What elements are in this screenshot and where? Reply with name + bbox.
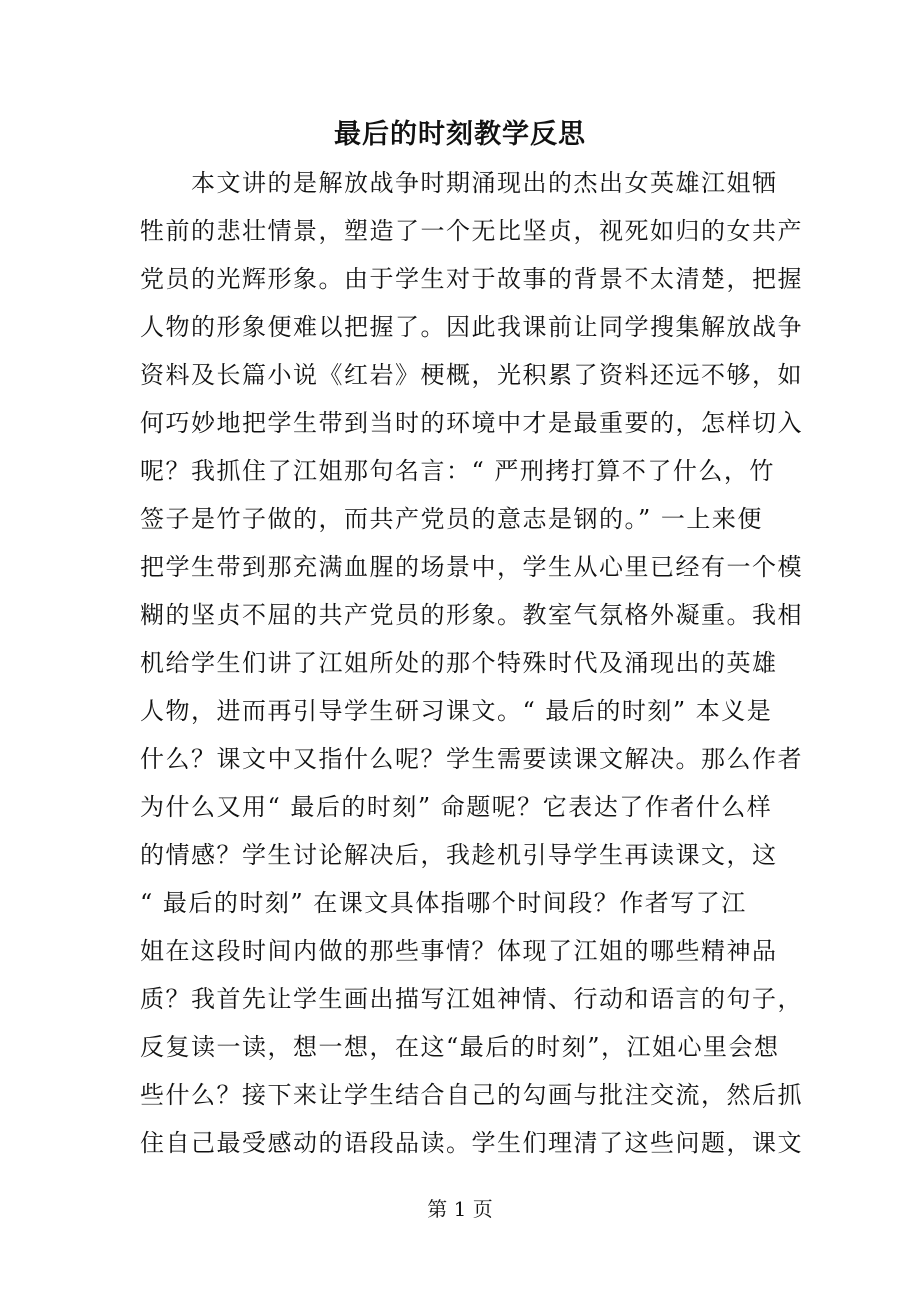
body-line: 姐在这段时间内做的那些事情？体现了江姐的哪些精神品 [140,937,778,965]
body-line: 机给学生们讲了江姐所处的那个特殊时代及涌现出的英雄 [140,649,778,677]
body-line: 的情感？学生讨论解决后，我趁机引导学生再读课文，这 [140,841,778,869]
body-line: 人物，进而再引导学生研习课文。“ 最后的时刻” 本义是 [140,697,773,725]
body-line: 呢？我抓住了江姐那句名言：“ 严刑拷打算不了什么，竹 [140,457,775,485]
body-line: 质？我首先让学生画出描写江姐神情、行动和语言的句子， [140,985,803,1013]
body-line: 本文讲的是解放战争时期涌现出的杰出女英雄江姐牺 [140,169,778,197]
body-line: 什么？课文中又指什么呢？学生需要读课文解决。那么作者 [140,745,803,773]
body-line: 何巧妙地把学生带到当时的环境中才是最重要的，怎样切入 [140,409,803,437]
body-line: 人物的形象便难以把握了。因此我课前让同学搜集解放战争 [140,313,803,341]
body-line: 把学生带到那充满血腥的场景中，学生从心里已经有一个模 [140,553,803,581]
body-line: 签子是竹子做的，而共产党员的意志是钢的。” 一上来便 [140,505,763,533]
body-line: 些什么？接下来让学生结合自己的勾画与批注交流，然后抓 [140,1081,803,1109]
body-line: 住自己最受感动的语段品读。学生们理清了这些问题，课文 [140,1129,803,1157]
body-line: 糊的坚贞不屈的共产党员的形象。教室气氛格外凝重。我相 [140,601,803,629]
body-line: 为什么又用“ 最后的时刻” 命题呢？它表达了作者什么样 [140,793,773,821]
body-line: 资料及长篇小说《红岩》梗概，光积累了资料还远不够，如 [140,361,803,389]
body-line: “ 最后的时刻” 在课文具体指哪个时间段？作者写了江 [140,889,747,917]
document-title: 最后的时刻教学反思 [334,119,586,150]
body-line: 反复读一读，想一想，在这“最后的时刻”，江姐心里会想 [140,1033,780,1061]
page-number: 第 1 页 [427,1197,493,1221]
body-line: 牲前的悲壮情景，塑造了一个无比坚贞，视死如归的女共产 [140,217,803,245]
body-line: 党员的光辉形象。由于学生对于故事的背景不太清楚，把握 [140,265,803,293]
